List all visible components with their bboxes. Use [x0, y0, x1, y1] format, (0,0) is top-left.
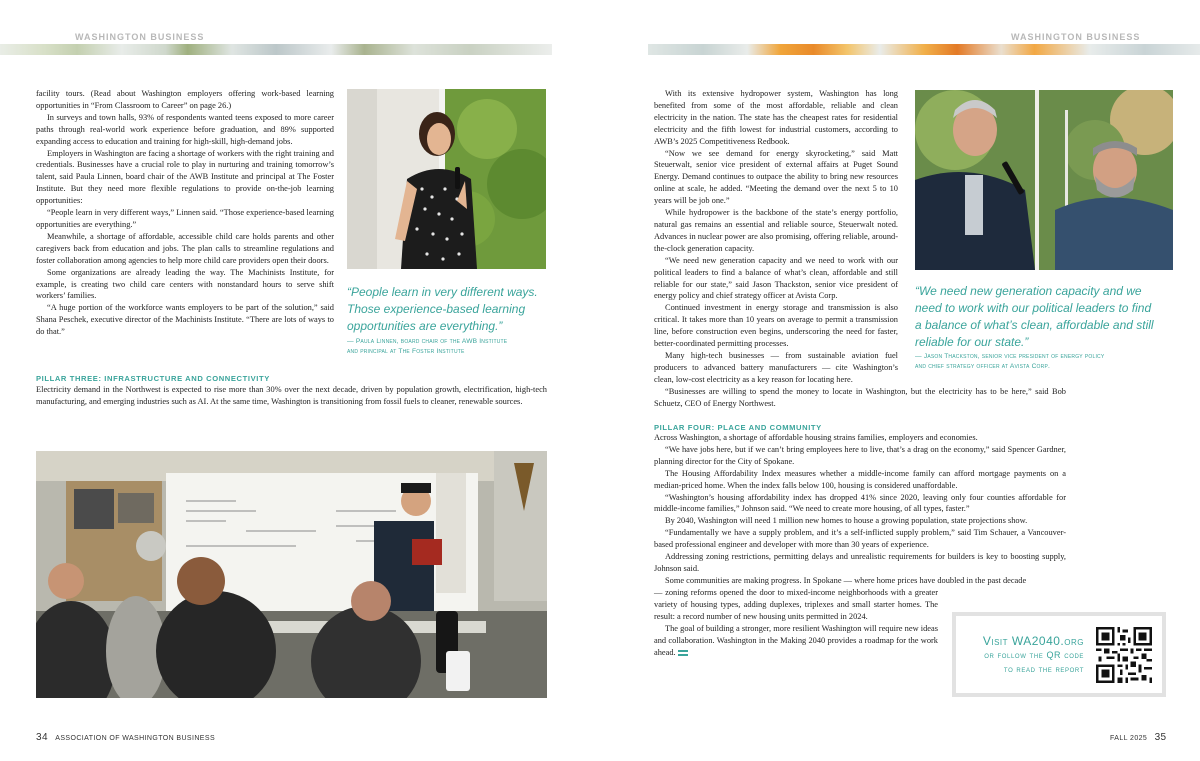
header-image-band-left	[0, 44, 552, 55]
body-paragraph: “People learn in very different ways,” Linnen said. “Those experience-based learning opportunities are everything.”	[36, 208, 334, 229]
body-paragraph: facility tours. (Read about Washington employers offering work-based learning opportunities in “From Classroom to Career” on page 26.)	[36, 89, 334, 110]
body-paragraph: “Businesses are willing to spend the money to locate in Washington, but the electricity has to be here,” said Bob Schuetz, CEO of Energy Northwest.	[654, 387, 1066, 408]
body-paragraph: “A huge portion of the workforce wants employers to be part of the solution,” said Shana Peschek, executive director of the Machinists Institute. “There are lots of ways to do that.”	[36, 303, 334, 337]
attribution-line: — Paula Linnen, board chair of the AWB Institute	[347, 338, 508, 345]
body-paragraph: By 2040, Washington will need 1 million new homes to house a growing population, state projections show.	[665, 516, 1028, 526]
body-paragraph: — zoning reforms opened the door to mixed-income neighborhoods with a greater variety of housing types, adding duplexes, triplexes and small starter homes. The result: a record number of new housing units permitted in 2024.	[654, 588, 938, 621]
page-number-left: 34	[36, 732, 48, 743]
pull-quote-right-attribution	[915, 352, 1175, 372]
page-number-right: 35	[1154, 732, 1167, 743]
body-paragraph: “We need new generation capacity and we need to work with our political leaders to find a balance of what’s clean, affordable and still reliable for our state,” said Jason Thackston, senior vice president of energy policy and chief strategy officer at Avista Corp.	[654, 255, 898, 301]
header-image-band-right	[648, 44, 1200, 55]
pull-quote-right: “We need new generation capacity and we need to work with our political leaders to find a balance of what’s clean, affordable and still reliable for our state.”	[915, 284, 1154, 349]
attribution-line: and principal at The Foster Institute	[347, 348, 465, 355]
pillar-four-wide-text	[654, 432, 1066, 587]
body-paragraph: Many high-tech businesses — from sustainable aviation fuel producers to advanced battery manufacturers — cite Washington’s clean, low-cost electricity as a key reason for locating here.	[654, 350, 898, 384]
body-paragraph: Meanwhile, a shortage of affordable, accessible child care holds parents and other caregivers back from education and jobs. The plan calls to streamline regulations and foster collaboration among agencies to help more child care providers open their doors.	[36, 231, 334, 265]
visit-line: or follow the QR code	[984, 650, 1084, 660]
body-paragraph: Addressing zoning restrictions, permitting delays and unrealistic requirements for builders is key to boosting supply, Johnson said.	[654, 552, 1066, 573]
body-paragraph: “Fundamentally we have a supply problem, and it’s a self-inflicted supply problem,” said Tim Schauer, a Vancouver-based professional engineer and developer with more than 30 years of experience.	[654, 528, 1066, 550]
end-of-article-icon	[678, 650, 688, 656]
body-paragraph: Some organizations are already leading the way. The Machinists Institute, for example, is creating two child care centers with nonstandard hours to serve shift workers’ families.	[36, 267, 334, 301]
body-paragraph: “Washington’s housing affordability index has dropped 41% since 2020, leaving only four counties affordable for middle-income families,” Johnson said. “We need to create more housing, of all types, faster.”	[654, 492, 1066, 514]
pillar-three-text	[36, 384, 547, 408]
running-head-left: WASHINGTON BUSINESS	[75, 32, 205, 42]
body-paragraph: Employers in Washington are facing a shortage of workers with the right training and credentials. Businesses have a crucial role to play in nurturing and training tomorrow’s talent, said Paula Linnen, board chair of the AWB Institute and principal at The Foster Institute. But they need more flexible regulations to provide on-the-job learning opportunities:	[36, 148, 334, 206]
pillar-three-heading: PILLAR THREE: INFRASTRUCTURE AND CONNECTIVITY	[36, 374, 270, 383]
body-paragraph: Electricity demand in the Northwest is expected to rise more than 30% over the next decade, driven by population growth, electrification, high-tech manufacturing, and emerging industries such as AI. At the same time, Washington is transitioning from fossil fuels to cleaner, renewable sources.	[36, 385, 547, 406]
body-paragraph: Across Washington, a shortage of affordable housing strains families, employers and economies.	[654, 433, 978, 442]
body-paragraph: Continued investment in energy storage and transmission is also critical. It takes more than 10 years on average to permit a transmission line, before construction even begins, underscoring the need for faster, better-coordinated permitting processes.	[654, 303, 898, 349]
qr-callout-box[interactable]	[952, 612, 1166, 697]
visit-link[interactable]: Visit WA2040.org	[982, 634, 1084, 648]
attribution-line: and chief strategy officer at Avista Corp.	[915, 363, 1051, 370]
body-paragraph: With its extensive hydropower system, Washington has long benefited from some of the most affordable, reliable and clean electricity in the nation. The state has the cheapest rates for residential electricity and the fifth lowest for industrial customers, according to AWB’s 2025 Competitiveness Redbook.	[654, 89, 898, 146]
publication-name: ASSOCIATION OF WASHINGTON BUSINESS	[55, 735, 216, 742]
running-head-right: WASHINGTON BUSINESS	[1011, 32, 1141, 42]
pull-quote-left-attribution	[347, 337, 552, 357]
pillar-four-heading: PILLAR FOUR: PLACE AND COMMUNITY	[654, 423, 822, 432]
body-paragraph: “We have jobs here, but if we can’t bring employees here to live, that’s a drag on the economy,” said Spencer Gardner, planning director for the City of Spokane.	[654, 444, 1066, 466]
issue-date: FALL 2025	[1110, 735, 1148, 742]
photo-classroom	[36, 451, 547, 698]
visit-callout-text	[983, 634, 1084, 676]
body-paragraph: In surveys and town halls, 93% of respondents wanted teens exposed to more career paths through real-world work experience before graduation, and 89% supported expanding access to education and training for high-skill, high-demand jobs.	[36, 112, 334, 146]
body-paragraph: Some communities are making progress. In Spokane — where home prices have doubled in the past decade	[665, 575, 1027, 585]
qr-code-icon[interactable]	[1096, 627, 1152, 683]
photo-paula-linnen	[347, 89, 546, 269]
body-paragraph: The Housing Affordability Index measures whether a middle-income family can afford mortgage payments on a median-priced home. When the index falls below 100, housing is considered unaffordable.	[654, 468, 1066, 490]
visit-line: to read the report	[1003, 664, 1084, 674]
pillar-four-narrow-text	[654, 587, 938, 658]
footer-left	[36, 732, 215, 743]
attribution-line: — Jason Thackston, senior vice president of energy policy	[915, 353, 1105, 360]
footer-right	[1110, 732, 1167, 743]
body-paragraph	[654, 623, 938, 659]
body-text: The goal of building a stronger, more resilient Washington will require new ideas and collaboration. Washington in the Making 2040 provides a roadmap for the work ahead.	[654, 623, 938, 657]
right-wide-quote	[654, 386, 1066, 410]
body-paragraph: While hydropower is the backbone of the state’s energy portfolio, natural gas remains an essential and reliable source, Steuerwalt noted. Advances in nuclear power are also promising, offering reliable, around-the-clock generation capacity.	[654, 208, 898, 253]
pull-quote-left: “People learn in very different ways. Those experience-based learning opportunities are everything.”	[347, 285, 538, 333]
left-article-column	[36, 88, 334, 338]
body-paragraph: “Now we see demand for energy skyrocketing,” said Matt Steuerwalt, senior vice president of external affairs at Puget Sound Energy. Demand continues to outpace the ability to bring new resources online at scale, he added. “Meeting the demand over the next 5 to 10 years will be job one.”	[654, 148, 898, 206]
photo-jason-thackston	[915, 90, 1173, 270]
right-article-column	[654, 88, 898, 386]
